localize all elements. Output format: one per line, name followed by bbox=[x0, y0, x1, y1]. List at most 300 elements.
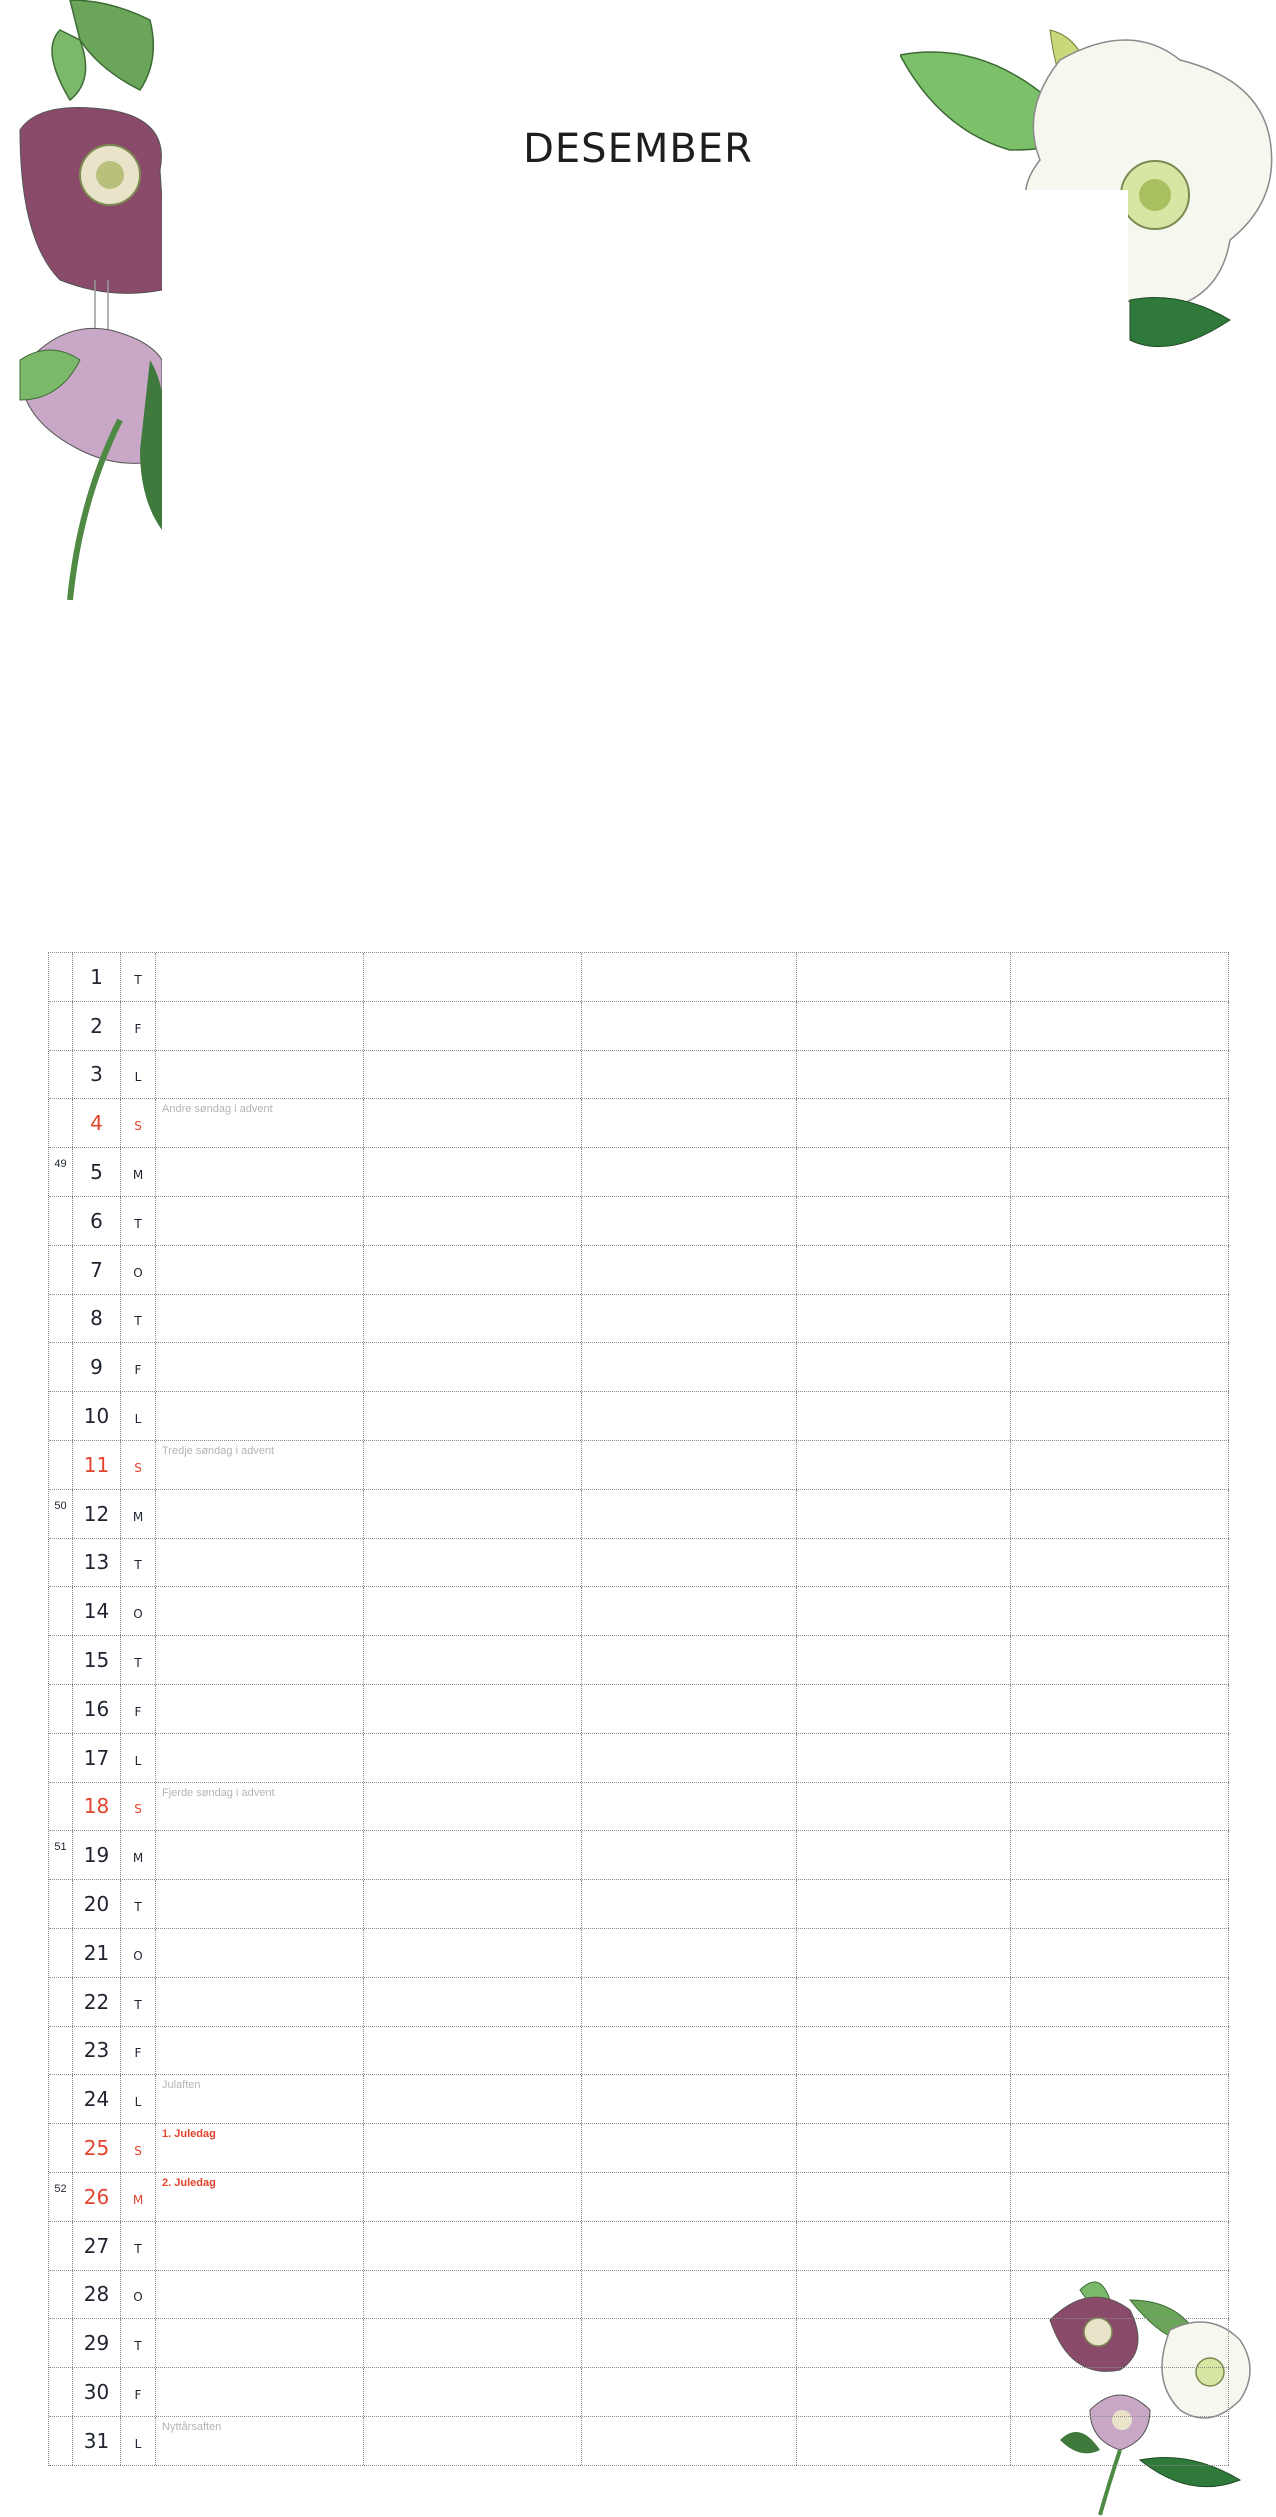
note-cell-3[interactable] bbox=[582, 2027, 797, 2075]
week-cell bbox=[49, 1831, 73, 1879]
weekday-letter: T bbox=[134, 1558, 142, 1573]
note-cell-3[interactable] bbox=[582, 2271, 797, 2319]
day-row bbox=[49, 1978, 1229, 2027]
week-cell bbox=[49, 1343, 73, 1391]
note-cell-4[interactable] bbox=[797, 1831, 1011, 1879]
note-cell-4[interactable] bbox=[797, 1734, 1011, 1782]
note-cell-3[interactable] bbox=[582, 1343, 797, 1391]
note-cell-3[interactable] bbox=[582, 1783, 797, 1831]
day-row bbox=[49, 1392, 1229, 1441]
note-cell-5[interactable] bbox=[1011, 1343, 1229, 1391]
note-cell-2[interactable] bbox=[364, 2271, 582, 2319]
note-cell-5[interactable] bbox=[1011, 2368, 1229, 2416]
note-cell-4[interactable] bbox=[797, 2417, 1011, 2465]
weekday-letter: S bbox=[134, 2143, 142, 2158]
date-number: 26 bbox=[83, 2184, 110, 2209]
day-row bbox=[49, 1441, 1229, 1490]
day-row bbox=[49, 2222, 1229, 2271]
note-cell-5[interactable] bbox=[1011, 2319, 1229, 2367]
day-note: Tredje søndag i advent bbox=[162, 1445, 275, 1457]
week-cell bbox=[49, 1246, 73, 1294]
week-cell bbox=[49, 1783, 73, 1831]
note-cell-1[interactable] bbox=[156, 2173, 364, 2221]
day-row bbox=[49, 1734, 1229, 1783]
day-row bbox=[49, 1246, 1229, 1295]
date-cell bbox=[73, 1099, 121, 1147]
weekday-letter: F bbox=[134, 2046, 142, 2061]
note-cell-1[interactable] bbox=[156, 2222, 364, 2270]
note-cell-4[interactable] bbox=[797, 1295, 1011, 1343]
note-cell-2[interactable] bbox=[364, 2319, 582, 2367]
weekday-cell bbox=[121, 1783, 156, 1831]
note-cell-1[interactable] bbox=[156, 1734, 364, 1782]
note-cell-2[interactable] bbox=[364, 1246, 582, 1294]
date-number: 17 bbox=[83, 1745, 110, 1770]
note-cell-2[interactable] bbox=[364, 2027, 582, 2075]
week-cell bbox=[49, 1880, 73, 1928]
weekday-cell bbox=[121, 2368, 156, 2416]
note-cell-2[interactable] bbox=[364, 1099, 582, 1147]
date-cell bbox=[73, 2417, 121, 2465]
note-cell-5[interactable] bbox=[1011, 1099, 1229, 1147]
note-cell-5[interactable] bbox=[1011, 1929, 1229, 1977]
date-number: 7 bbox=[90, 1257, 103, 1282]
note-cell-2[interactable] bbox=[364, 1783, 582, 1831]
week-cell bbox=[49, 1441, 73, 1489]
date-number: 30 bbox=[83, 2380, 110, 2405]
note-cell-2[interactable] bbox=[364, 2173, 582, 2221]
day-note: Nyttårsaften bbox=[162, 2421, 222, 2433]
note-cell-5[interactable] bbox=[1011, 1002, 1229, 1050]
day-row bbox=[49, 1783, 1229, 1832]
date-cell bbox=[73, 1929, 121, 1977]
date-number: 8 bbox=[90, 1306, 103, 1331]
weekday-letter: T bbox=[134, 1314, 142, 1329]
note-cell-2[interactable] bbox=[364, 1051, 582, 1099]
weekday-letter: L bbox=[134, 2436, 142, 2451]
note-cell-5[interactable] bbox=[1011, 1246, 1229, 1294]
note-cell-3[interactable] bbox=[582, 1685, 797, 1733]
note-cell-3[interactable] bbox=[582, 2075, 797, 2123]
date-cell bbox=[73, 2319, 121, 2367]
date-cell bbox=[73, 1343, 121, 1391]
week-cell bbox=[49, 2271, 73, 2319]
weekday-cell bbox=[121, 1343, 156, 1391]
note-cell-1[interactable] bbox=[156, 1929, 364, 1977]
week-number: 49 bbox=[54, 1158, 67, 1171]
date-cell bbox=[73, 2368, 121, 2416]
date-number: 18 bbox=[83, 1794, 110, 1819]
day-note: Julaften bbox=[162, 2079, 201, 2092]
note-cell-1[interactable] bbox=[156, 2368, 364, 2416]
note-cell-5[interactable] bbox=[1011, 1831, 1229, 1879]
note-cell-3[interactable] bbox=[582, 2319, 797, 2367]
date-cell bbox=[73, 1246, 121, 1294]
week-cell bbox=[49, 2368, 73, 2416]
day-row bbox=[49, 1636, 1229, 1685]
weekday-letter: L bbox=[134, 1411, 142, 1426]
note-cell-1[interactable] bbox=[156, 1978, 364, 2026]
note-cell-5[interactable] bbox=[1011, 1539, 1229, 1587]
note-cell-3[interactable] bbox=[582, 953, 797, 1001]
note-cell-1[interactable] bbox=[156, 1051, 364, 1099]
weekday-cell bbox=[121, 1636, 156, 1684]
white-hellebore-top-right-icon bbox=[900, 0, 1276, 360]
note-cell-4[interactable] bbox=[797, 1051, 1011, 1099]
week-cell bbox=[49, 1051, 73, 1099]
note-cell-1[interactable] bbox=[156, 1246, 364, 1294]
weekday-cell bbox=[121, 1929, 156, 1977]
note-cell-5[interactable] bbox=[1011, 1295, 1229, 1343]
day-note: Andre søndag i advent bbox=[162, 1103, 273, 1116]
day-row bbox=[49, 1051, 1229, 1100]
note-cell-1[interactable] bbox=[156, 953, 364, 1001]
date-cell bbox=[73, 2173, 121, 2221]
date-cell bbox=[73, 1539, 121, 1587]
note-cell-5[interactable] bbox=[1011, 1587, 1229, 1635]
weekday-letter: L bbox=[134, 2095, 142, 2110]
weekday-cell bbox=[121, 1441, 156, 1489]
weekday-cell bbox=[121, 1392, 156, 1440]
weekday-letter: F bbox=[134, 1363, 142, 1378]
weekday-cell bbox=[121, 1587, 156, 1635]
date-cell bbox=[73, 953, 121, 1001]
note-cell-5[interactable] bbox=[1011, 2027, 1229, 2075]
day-row bbox=[49, 1002, 1229, 1051]
date-cell bbox=[73, 2271, 121, 2319]
weekday-letter: T bbox=[134, 2339, 142, 2354]
note-cell-2[interactable] bbox=[364, 2417, 582, 2465]
note-cell-2[interactable] bbox=[364, 953, 582, 1001]
note-cell-1[interactable] bbox=[156, 1002, 364, 1050]
note-cell-3[interactable] bbox=[582, 1441, 797, 1489]
note-cell-2[interactable] bbox=[364, 1343, 582, 1391]
day-row bbox=[49, 1490, 1229, 1539]
date-cell bbox=[73, 1587, 121, 1635]
note-cell-2[interactable] bbox=[364, 1197, 582, 1245]
weekday-cell bbox=[121, 1734, 156, 1782]
date-number: 19 bbox=[83, 1843, 110, 1868]
note-cell-2[interactable] bbox=[364, 1685, 582, 1733]
note-cell-5[interactable] bbox=[1011, 2222, 1229, 2270]
note-cell-4[interactable] bbox=[797, 1148, 1011, 1196]
note-cell-1[interactable] bbox=[156, 2027, 364, 2075]
weekday-letter: F bbox=[134, 1021, 142, 1036]
note-cell-4[interactable] bbox=[797, 2027, 1011, 2075]
note-cell-4[interactable] bbox=[797, 1636, 1011, 1684]
day-row bbox=[49, 1831, 1229, 1880]
note-cell-5[interactable] bbox=[1011, 1783, 1229, 1831]
weekday-letter: M bbox=[132, 1167, 144, 1182]
date-number: 21 bbox=[83, 1940, 110, 1965]
weekday-letter: F bbox=[134, 1704, 142, 1719]
date-number: 20 bbox=[83, 1892, 110, 1917]
note-cell-1[interactable] bbox=[156, 1295, 364, 1343]
note-cell-4[interactable] bbox=[797, 1978, 1011, 2026]
note-cell-2[interactable] bbox=[364, 1831, 582, 1879]
hellebore-flowers-top-left-icon bbox=[0, 0, 170, 610]
date-number: 10 bbox=[83, 1404, 110, 1429]
note-cell-1[interactable] bbox=[156, 1099, 364, 1147]
weekday-cell bbox=[121, 2027, 156, 2075]
note-cell-5[interactable] bbox=[1011, 1978, 1229, 2026]
weekday-letter: S bbox=[134, 1460, 142, 1475]
date-number: 4 bbox=[90, 1111, 103, 1136]
day-row bbox=[49, 1880, 1229, 1929]
note-cell-3[interactable] bbox=[582, 1539, 797, 1587]
note-cell-5[interactable] bbox=[1011, 1636, 1229, 1684]
date-cell bbox=[73, 1441, 121, 1489]
note-cell-4[interactable] bbox=[797, 1002, 1011, 1050]
note-cell-1[interactable] bbox=[156, 1148, 364, 1196]
date-cell bbox=[73, 1978, 121, 2026]
day-row bbox=[49, 1929, 1229, 1978]
date-cell bbox=[73, 1197, 121, 1245]
note-cell-3[interactable] bbox=[582, 1295, 797, 1343]
day-row bbox=[49, 2319, 1229, 2368]
date-cell bbox=[73, 1051, 121, 1099]
note-cell-3[interactable] bbox=[582, 1197, 797, 1245]
note-cell-3[interactable] bbox=[582, 1880, 797, 1928]
note-cell-4[interactable] bbox=[797, 1783, 1011, 1831]
week-cell bbox=[49, 1295, 73, 1343]
date-number: 5 bbox=[90, 1160, 103, 1185]
weekday-cell bbox=[121, 2075, 156, 2123]
note-cell-3[interactable] bbox=[582, 1978, 797, 2026]
weekday-cell bbox=[121, 953, 156, 1001]
note-cell-3[interactable] bbox=[582, 1490, 797, 1538]
note-cell-3[interactable] bbox=[582, 2124, 797, 2172]
note-cell-4[interactable] bbox=[797, 2319, 1011, 2367]
week-cell bbox=[49, 1392, 73, 1440]
date-cell bbox=[73, 1490, 121, 1538]
note-cell-3[interactable] bbox=[582, 2417, 797, 2465]
date-number: 2 bbox=[90, 1013, 103, 1038]
note-cell-2[interactable] bbox=[364, 1295, 582, 1343]
note-cell-4[interactable] bbox=[797, 1392, 1011, 1440]
note-cell-5[interactable] bbox=[1011, 2417, 1229, 2465]
note-cell-1[interactable] bbox=[156, 1441, 364, 1489]
date-number: 3 bbox=[90, 1062, 103, 1087]
day-note: Fjerde søndag i advent bbox=[162, 1786, 275, 1799]
note-cell-2[interactable] bbox=[364, 1490, 582, 1538]
note-cell-1[interactable] bbox=[156, 1783, 364, 1831]
weekday-cell bbox=[121, 1539, 156, 1587]
note-cell-3[interactable] bbox=[582, 1734, 797, 1782]
note-cell-5[interactable] bbox=[1011, 2271, 1229, 2319]
note-cell-5[interactable] bbox=[1011, 2124, 1229, 2172]
note-cell-2[interactable] bbox=[364, 1734, 582, 1782]
note-cell-5[interactable] bbox=[1011, 1392, 1229, 1440]
note-cell-2[interactable] bbox=[364, 1880, 582, 1928]
note-cell-5[interactable] bbox=[1011, 1880, 1229, 1928]
note-cell-2[interactable] bbox=[364, 1978, 582, 2026]
weekday-letter: M bbox=[132, 1509, 144, 1524]
note-cell-2[interactable] bbox=[364, 1636, 582, 1684]
day-row bbox=[49, 2075, 1229, 2124]
note-cell-2[interactable] bbox=[364, 2124, 582, 2172]
date-number: 31 bbox=[83, 2428, 110, 2453]
note-cell-1[interactable] bbox=[156, 1343, 364, 1391]
weekday-letter: T bbox=[134, 1655, 142, 1670]
day-row bbox=[49, 1685, 1229, 1734]
week-cell bbox=[49, 1490, 73, 1538]
date-number: 23 bbox=[83, 2038, 110, 2063]
day-row bbox=[49, 953, 1229, 1002]
weekday-cell bbox=[121, 1880, 156, 1928]
weekday-cell bbox=[121, 1197, 156, 1245]
week-cell bbox=[49, 1099, 73, 1147]
note-cell-1[interactable] bbox=[156, 1587, 364, 1635]
weekday-letter: T bbox=[134, 972, 142, 987]
week-cell bbox=[49, 2222, 73, 2270]
note-cell-5[interactable] bbox=[1011, 2173, 1229, 2221]
note-cell-4[interactable] bbox=[797, 1685, 1011, 1733]
week-cell bbox=[49, 1002, 73, 1050]
day-row bbox=[49, 2173, 1229, 2222]
week-cell bbox=[49, 1197, 73, 1245]
note-cell-1[interactable] bbox=[156, 1636, 364, 1684]
week-cell bbox=[49, 1148, 73, 1196]
date-number: 16 bbox=[83, 1696, 110, 1721]
note-cell-2[interactable] bbox=[364, 2368, 582, 2416]
note-cell-3[interactable] bbox=[582, 2173, 797, 2221]
note-cell-5[interactable] bbox=[1011, 2075, 1229, 2123]
weekday-cell bbox=[121, 1978, 156, 2026]
note-cell-4[interactable] bbox=[797, 2222, 1011, 2270]
note-cell-3[interactable] bbox=[582, 1831, 797, 1879]
note-cell-5[interactable] bbox=[1011, 1734, 1229, 1782]
weekday-letter: T bbox=[134, 1216, 142, 1231]
week-cell bbox=[49, 2027, 73, 2075]
week-cell bbox=[49, 1734, 73, 1782]
weekday-letter: O bbox=[133, 2290, 143, 2305]
weekday-cell bbox=[121, 1685, 156, 1733]
note-cell-2[interactable] bbox=[364, 2075, 582, 2123]
note-cell-2[interactable] bbox=[364, 1441, 582, 1489]
weekday-letter: O bbox=[133, 1948, 143, 1963]
note-cell-2[interactable] bbox=[364, 1929, 582, 1977]
note-cell-4[interactable] bbox=[797, 1343, 1011, 1391]
weekday-cell bbox=[121, 2124, 156, 2172]
weekday-letter: O bbox=[133, 1265, 143, 1280]
note-cell-4[interactable] bbox=[797, 1929, 1011, 1977]
note-cell-4[interactable] bbox=[797, 1197, 1011, 1245]
note-cell-5[interactable] bbox=[1011, 1441, 1229, 1489]
note-cell-3[interactable] bbox=[582, 1099, 797, 1147]
note-cell-1[interactable] bbox=[156, 2271, 364, 2319]
weekday-cell bbox=[121, 1002, 156, 1050]
note-cell-4[interactable] bbox=[797, 1099, 1011, 1147]
note-cell-2[interactable] bbox=[364, 1148, 582, 1196]
weekday-letter: M bbox=[132, 1851, 144, 1866]
weekday-cell bbox=[121, 1148, 156, 1196]
date-number: 29 bbox=[83, 2331, 110, 2356]
note-cell-4[interactable] bbox=[797, 1441, 1011, 1489]
note-cell-2[interactable] bbox=[364, 1002, 582, 1050]
week-number: 51 bbox=[54, 1841, 67, 1854]
note-cell-3[interactable] bbox=[582, 1051, 797, 1099]
note-cell-3[interactable] bbox=[582, 1636, 797, 1684]
note-cell-5[interactable] bbox=[1011, 953, 1229, 1001]
note-cell-1[interactable] bbox=[156, 2124, 364, 2172]
note-cell-3[interactable] bbox=[582, 1148, 797, 1196]
note-cell-3[interactable] bbox=[582, 1587, 797, 1635]
day-row bbox=[49, 1295, 1229, 1344]
date-number: 22 bbox=[83, 1989, 110, 2014]
note-cell-5[interactable] bbox=[1011, 1148, 1229, 1196]
note-cell-3[interactable] bbox=[582, 2222, 797, 2270]
date-number: 11 bbox=[83, 1452, 110, 1477]
note-cell-5[interactable] bbox=[1011, 1051, 1229, 1099]
note-cell-3[interactable] bbox=[582, 1246, 797, 1294]
note-cell-1[interactable] bbox=[156, 2075, 364, 2123]
date-number: 24 bbox=[83, 2087, 110, 2112]
note-cell-2[interactable] bbox=[364, 1392, 582, 1440]
week-cell bbox=[49, 953, 73, 1001]
date-cell bbox=[73, 1148, 121, 1196]
note-cell-1[interactable] bbox=[156, 1490, 364, 1538]
date-cell bbox=[73, 1392, 121, 1440]
week-cell bbox=[49, 2319, 73, 2367]
weekday-cell bbox=[121, 2417, 156, 2465]
weekday-cell bbox=[121, 1099, 156, 1147]
note-cell-5[interactable] bbox=[1011, 1490, 1229, 1538]
day-row bbox=[49, 1148, 1229, 1197]
note-cell-4[interactable] bbox=[797, 2271, 1011, 2319]
date-cell bbox=[73, 1880, 121, 1928]
date-number: 13 bbox=[83, 1550, 110, 1575]
note-cell-4[interactable] bbox=[797, 1587, 1011, 1635]
note-cell-4[interactable] bbox=[797, 1246, 1011, 1294]
note-cell-3[interactable] bbox=[582, 1002, 797, 1050]
note-cell-3[interactable] bbox=[582, 1929, 797, 1977]
note-cell-1[interactable] bbox=[156, 1685, 364, 1733]
note-cell-1[interactable] bbox=[156, 2319, 364, 2367]
note-cell-4[interactable] bbox=[797, 1490, 1011, 1538]
note-cell-4[interactable] bbox=[797, 1539, 1011, 1587]
note-cell-4[interactable] bbox=[797, 2173, 1011, 2221]
note-cell-2[interactable] bbox=[364, 2222, 582, 2270]
note-cell-1[interactable] bbox=[156, 1831, 364, 1879]
day-row bbox=[49, 2271, 1229, 2320]
weekday-letter: S bbox=[134, 1119, 142, 1134]
note-cell-4[interactable] bbox=[797, 1880, 1011, 1928]
date-cell bbox=[73, 2124, 121, 2172]
note-cell-1[interactable] bbox=[156, 2417, 364, 2465]
note-cell-4[interactable] bbox=[797, 2124, 1011, 2172]
note-cell-3[interactable] bbox=[582, 1392, 797, 1440]
note-cell-3[interactable] bbox=[582, 2368, 797, 2416]
note-cell-1[interactable] bbox=[156, 1880, 364, 1928]
note-cell-2[interactable] bbox=[364, 1539, 582, 1587]
week-cell bbox=[49, 1929, 73, 1977]
weekday-cell bbox=[121, 2222, 156, 2270]
weekday-letter: T bbox=[134, 1997, 142, 2012]
date-cell bbox=[73, 1831, 121, 1879]
note-cell-1[interactable] bbox=[156, 1539, 364, 1587]
note-cell-2[interactable] bbox=[364, 1587, 582, 1635]
note-cell-4[interactable] bbox=[797, 2368, 1011, 2416]
week-cell bbox=[49, 1636, 73, 1684]
note-cell-5[interactable] bbox=[1011, 1685, 1229, 1733]
note-cell-1[interactable] bbox=[156, 1392, 364, 1440]
note-cell-4[interactable] bbox=[797, 953, 1011, 1001]
note-cell-5[interactable] bbox=[1011, 1197, 1229, 1245]
note-cell-1[interactable] bbox=[156, 1197, 364, 1245]
note-cell-4[interactable] bbox=[797, 2075, 1011, 2123]
day-row bbox=[49, 1197, 1229, 1246]
